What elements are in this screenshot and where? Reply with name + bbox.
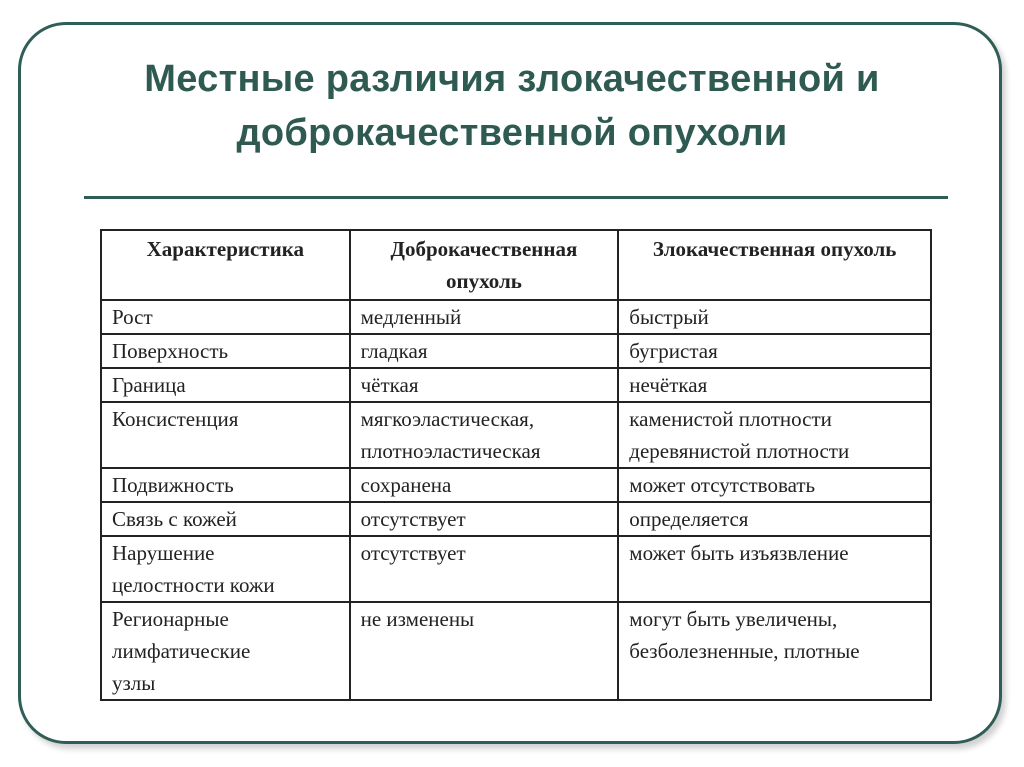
- cell-malignant: [618, 300, 931, 334]
- cell-text: гладкая: [360, 339, 428, 363]
- table-row: [101, 502, 931, 536]
- cell-malignant: [618, 536, 931, 602]
- table-row: [101, 602, 931, 700]
- title-line-1: Местные различия злокачественной и: [144, 58, 880, 100]
- cell-benign: [350, 402, 619, 468]
- cell-malignant: [618, 602, 931, 700]
- cell-text: Связь с кожей: [112, 507, 237, 531]
- cell-text: отсутствует: [360, 507, 466, 531]
- cell-text: сохранена: [360, 473, 452, 497]
- table-row: [101, 468, 931, 502]
- cell-malignant: [618, 468, 931, 502]
- cell-text: деревянистой плотности: [629, 439, 850, 463]
- cell-malignant: [618, 368, 931, 402]
- title-divider: [84, 196, 948, 199]
- cell-benign: [350, 368, 619, 402]
- cell-malignant: [618, 502, 931, 536]
- cell-characteristic: [101, 334, 350, 368]
- cell-text: Граница: [112, 373, 186, 397]
- header-benign: Доброкачественная опухоль: [350, 230, 619, 300]
- cell-benign: [350, 468, 619, 502]
- cell-text: Регионарные: [112, 607, 229, 631]
- cell-characteristic: [101, 468, 350, 502]
- cell-text: Рост: [112, 305, 153, 329]
- cell-malignant: [618, 334, 931, 368]
- cell-benign: [350, 300, 619, 334]
- table-row: [101, 300, 931, 334]
- cell-text: Подвижность: [112, 473, 234, 497]
- cell-benign: [350, 334, 619, 368]
- comparison-table: [100, 229, 932, 701]
- cell-characteristic: [101, 602, 350, 700]
- cell-malignant: [618, 402, 931, 468]
- cell-benign: [350, 602, 619, 700]
- table-row: [101, 402, 931, 468]
- cell-text: Поверхность: [112, 339, 229, 363]
- cell-text: может быть изъязвление: [629, 541, 849, 565]
- cell-text: Нарушение: [112, 541, 215, 565]
- cell-benign: [350, 536, 619, 602]
- table-row: [101, 334, 931, 368]
- cell-text: отсутствует: [360, 541, 466, 565]
- cell-text: чёткая: [360, 373, 419, 397]
- header-malignant: Злокачественная опухоль: [618, 230, 931, 300]
- cell-text: лимфатические: [112, 639, 251, 663]
- cell-text: медленный: [360, 305, 462, 329]
- page-title: [40, 52, 984, 160]
- cell-characteristic: [101, 300, 350, 334]
- cell-text: определяется: [629, 507, 749, 531]
- table-header-row: [101, 230, 931, 300]
- cell-text: бугристая: [629, 339, 718, 363]
- cell-text: могут быть увеличены,: [629, 607, 838, 631]
- cell-text: безболезненные, плотные: [629, 639, 860, 663]
- title-line-2: доброкачественной опухоли: [236, 112, 788, 154]
- cell-characteristic: [101, 502, 350, 536]
- cell-text: каменистой плотности: [629, 407, 832, 431]
- table-row: [101, 536, 931, 602]
- cell-text: нечёткая: [629, 373, 708, 397]
- cell-text: целостности кожи: [112, 573, 275, 597]
- cell-text: узлы: [112, 671, 156, 695]
- header-characteristic: Характеристика: [101, 230, 350, 300]
- cell-text: не изменены: [360, 607, 475, 631]
- cell-characteristic: [101, 536, 350, 602]
- cell-text: мягкоэластическая,: [360, 407, 535, 431]
- cell-text: плотноэластическая: [360, 439, 541, 463]
- cell-text: Консистенция: [112, 407, 239, 431]
- cell-benign: [350, 502, 619, 536]
- cell-characteristic: [101, 402, 350, 468]
- cell-text: может отсутствовать: [629, 473, 816, 497]
- table-row: [101, 368, 931, 402]
- cell-text: быстрый: [629, 305, 709, 329]
- cell-characteristic: [101, 368, 350, 402]
